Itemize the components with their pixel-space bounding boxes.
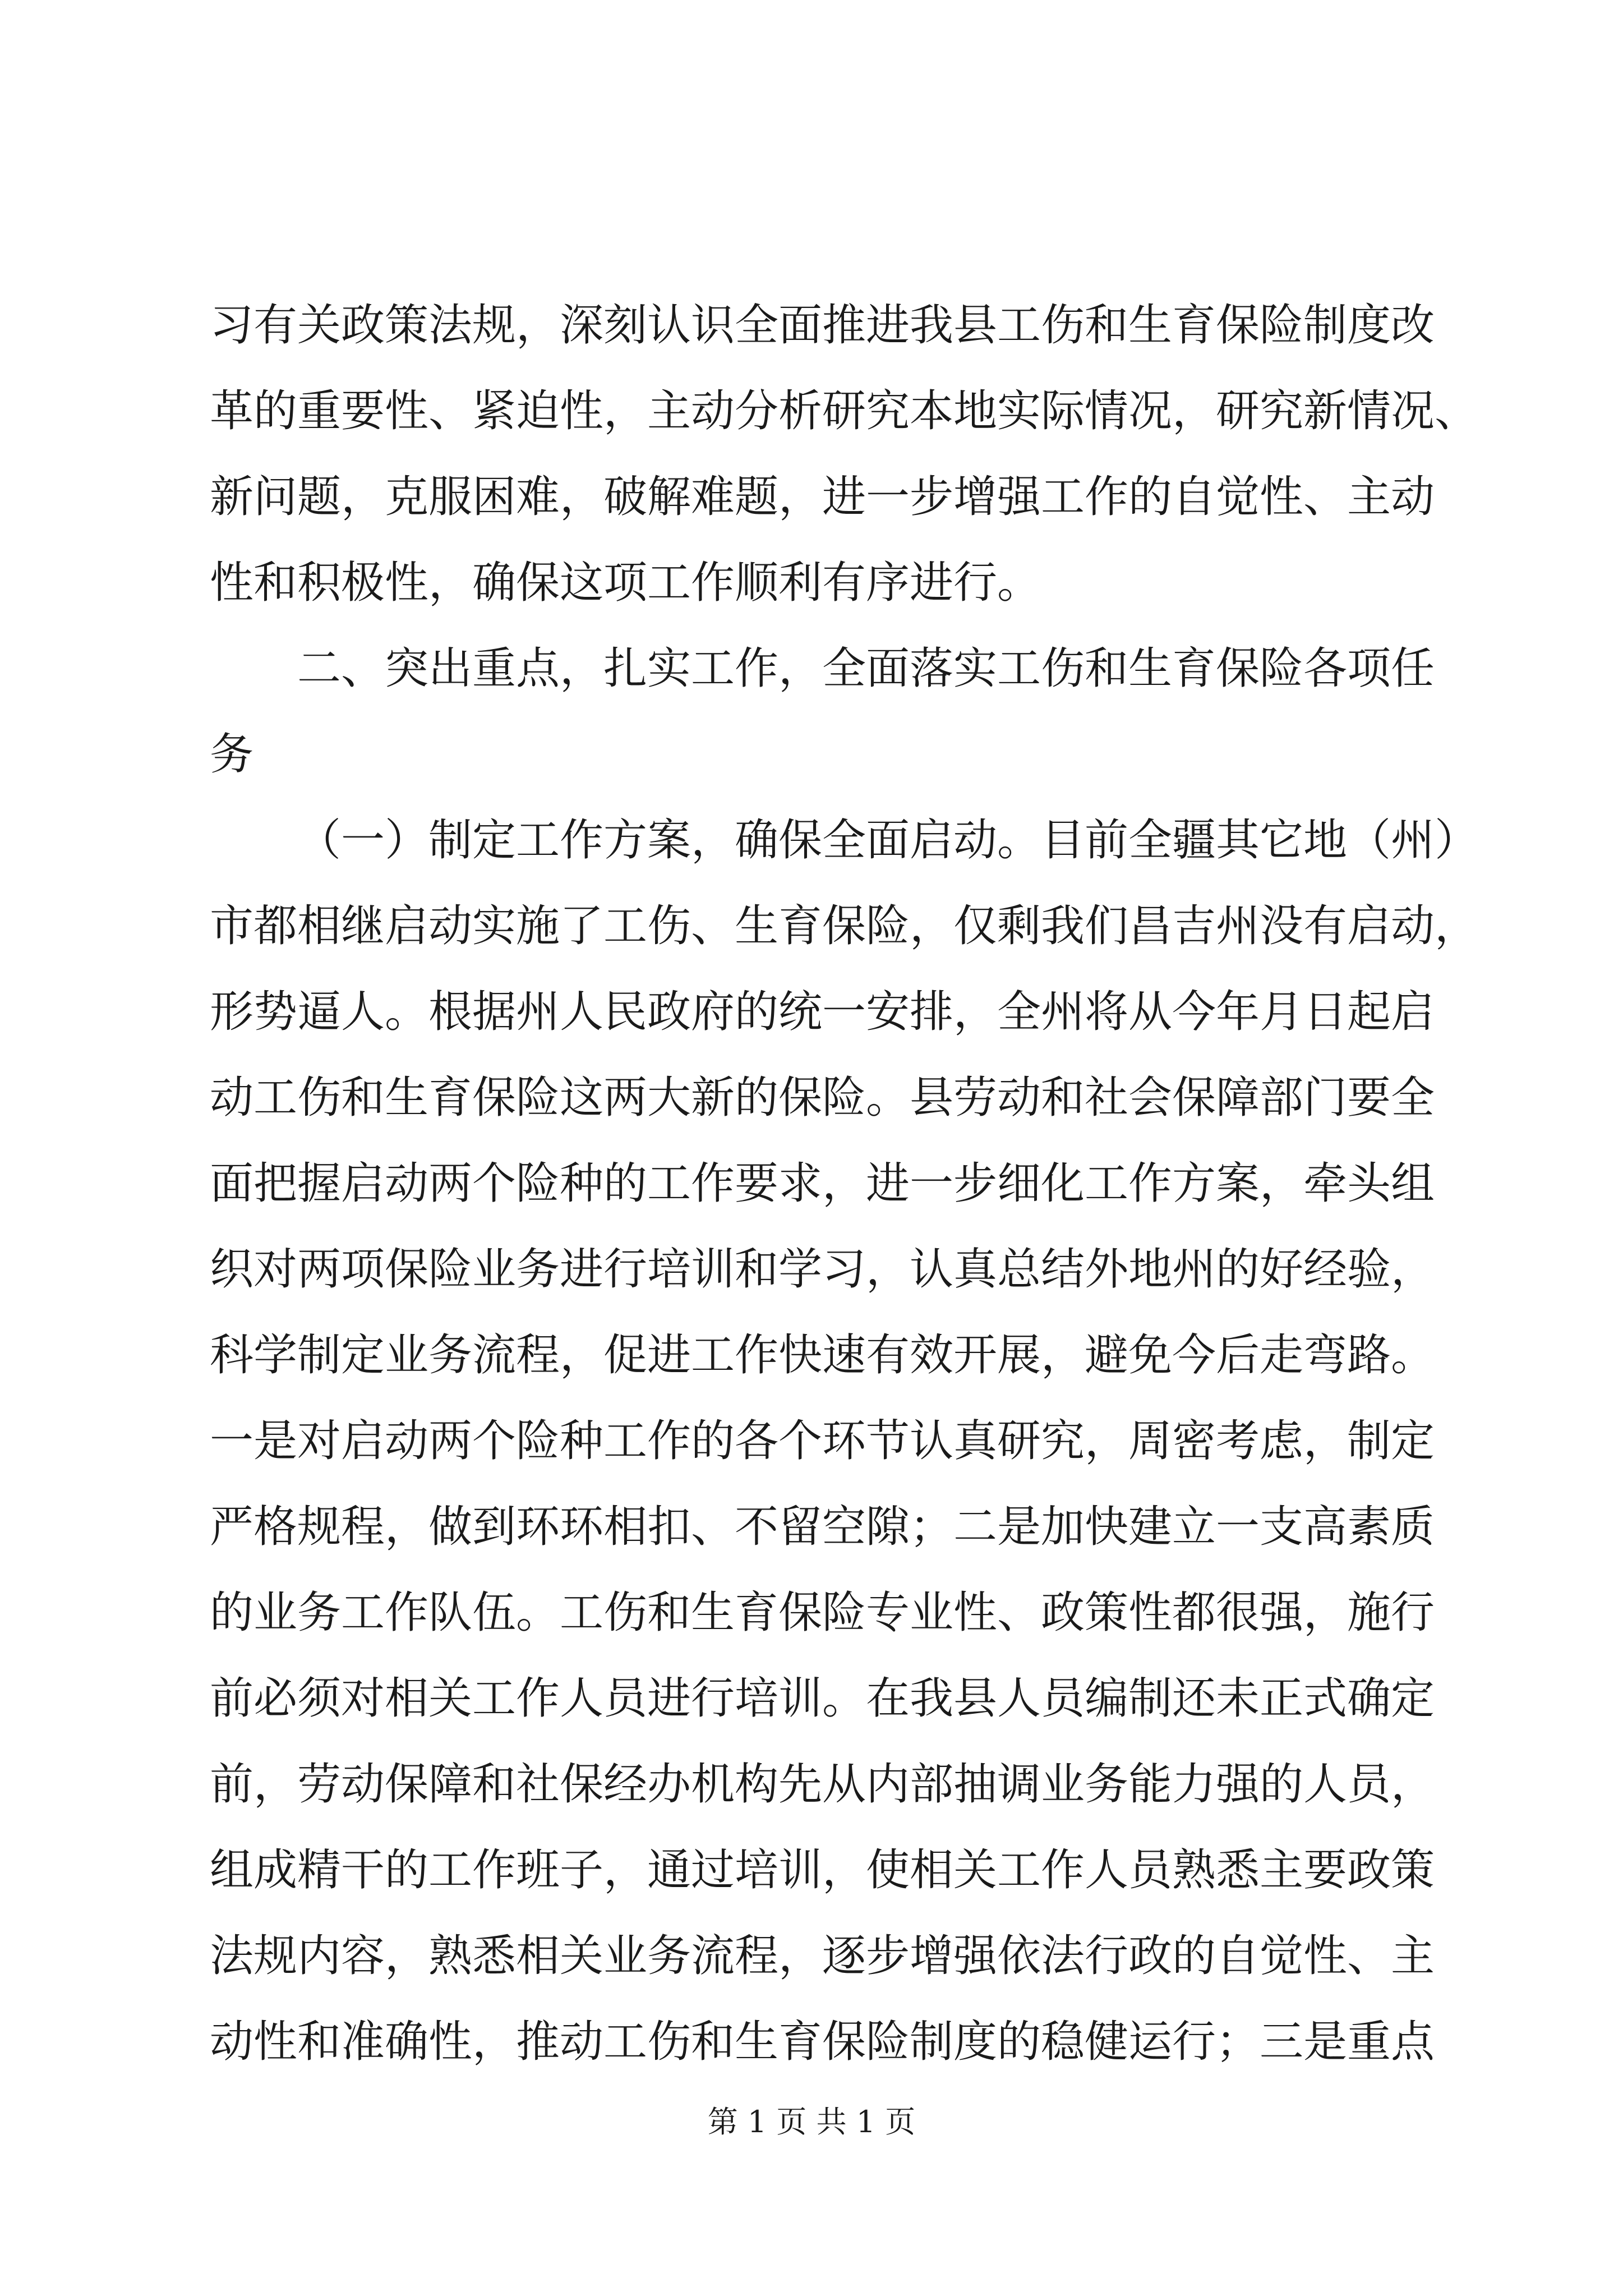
text-line-8: 市都相继启动实施了工伤、生育保险，仅剩我们昌吉州没有启动， bbox=[210, 901, 1479, 951]
text-line-12: 织对两项保险业务进行培训和学习，认真总结外地州的好经验， bbox=[210, 1244, 1435, 1295]
text-line-4: 性和积极性，确保这项工作顺利有序进行。 bbox=[210, 558, 1041, 608]
text-line-18: 前，劳动保障和社保经办机构先从内部抽调业务能力强的人员， bbox=[210, 1759, 1435, 1810]
text-line-14: 一是对启动两个险种工作的各个环节认真研究，周密考虑，制定 bbox=[210, 1416, 1435, 1466]
text-line-20: 法规内容，熟悉相关业务流程，逐步增强依法行政的自觉性、主 bbox=[210, 1931, 1435, 1981]
section-heading-2: 二、突出重点，扎实工作，全面落实工伤和生育保险各项任 bbox=[297, 643, 1435, 694]
section-heading-2-cont: 务 bbox=[210, 729, 254, 780]
text-line-11: 面把握启动两个险种的工作要求，进一步细化工作方案，牵头组 bbox=[210, 1158, 1435, 1209]
text-line-16: 的业务工作队伍。工伤和生育保险专业性、政策性都很强，施行 bbox=[210, 1588, 1435, 1638]
text-line-3: 新问题，克服困难，破解难题，进一步增强工作的自觉性、主动 bbox=[210, 472, 1435, 522]
text-line-10: 动工伤和生育保险这两大新的保险。县劳动和社会保障部门要全 bbox=[210, 1073, 1435, 1123]
text-line-21: 动性和准确性，推动工伤和生育保险制度的稳健运行；三是重点 bbox=[210, 2017, 1435, 2067]
text-line-1: 习有关政策法规，深刻认识全面推进我县工伤和生育保险制度改 bbox=[210, 300, 1435, 351]
text-line-19: 组成精干的工作班子，通过培训，使相关工作人员熟悉主要政策 bbox=[210, 1845, 1435, 1895]
page-footer: 第 1 页 共 1 页 bbox=[707, 2104, 916, 2139]
text-line-2: 革的重要性、紧迫性，主动分析研究本地实际情况，研究新情况、 bbox=[210, 386, 1479, 436]
text-line-9: 形势逼人。根据州人民政府的统一安排，全州将从今年月日起启 bbox=[210, 987, 1435, 1037]
text-line-13: 科学制定业务流程，促进工作快速有效开展，避免今后走弯路。 bbox=[210, 1330, 1435, 1381]
text-line-15: 严格规程，做到环环相扣、不留空隙；二是加快建立一支高素质 bbox=[210, 1502, 1435, 1552]
subsection-1-start: （一）制定工作方案，确保全面启动。目前全疆其它地（州） bbox=[297, 815, 1479, 866]
text-line-17: 前必须对相关工作人员进行培训。在我县人员编制还未正式确定 bbox=[210, 1673, 1435, 1724]
